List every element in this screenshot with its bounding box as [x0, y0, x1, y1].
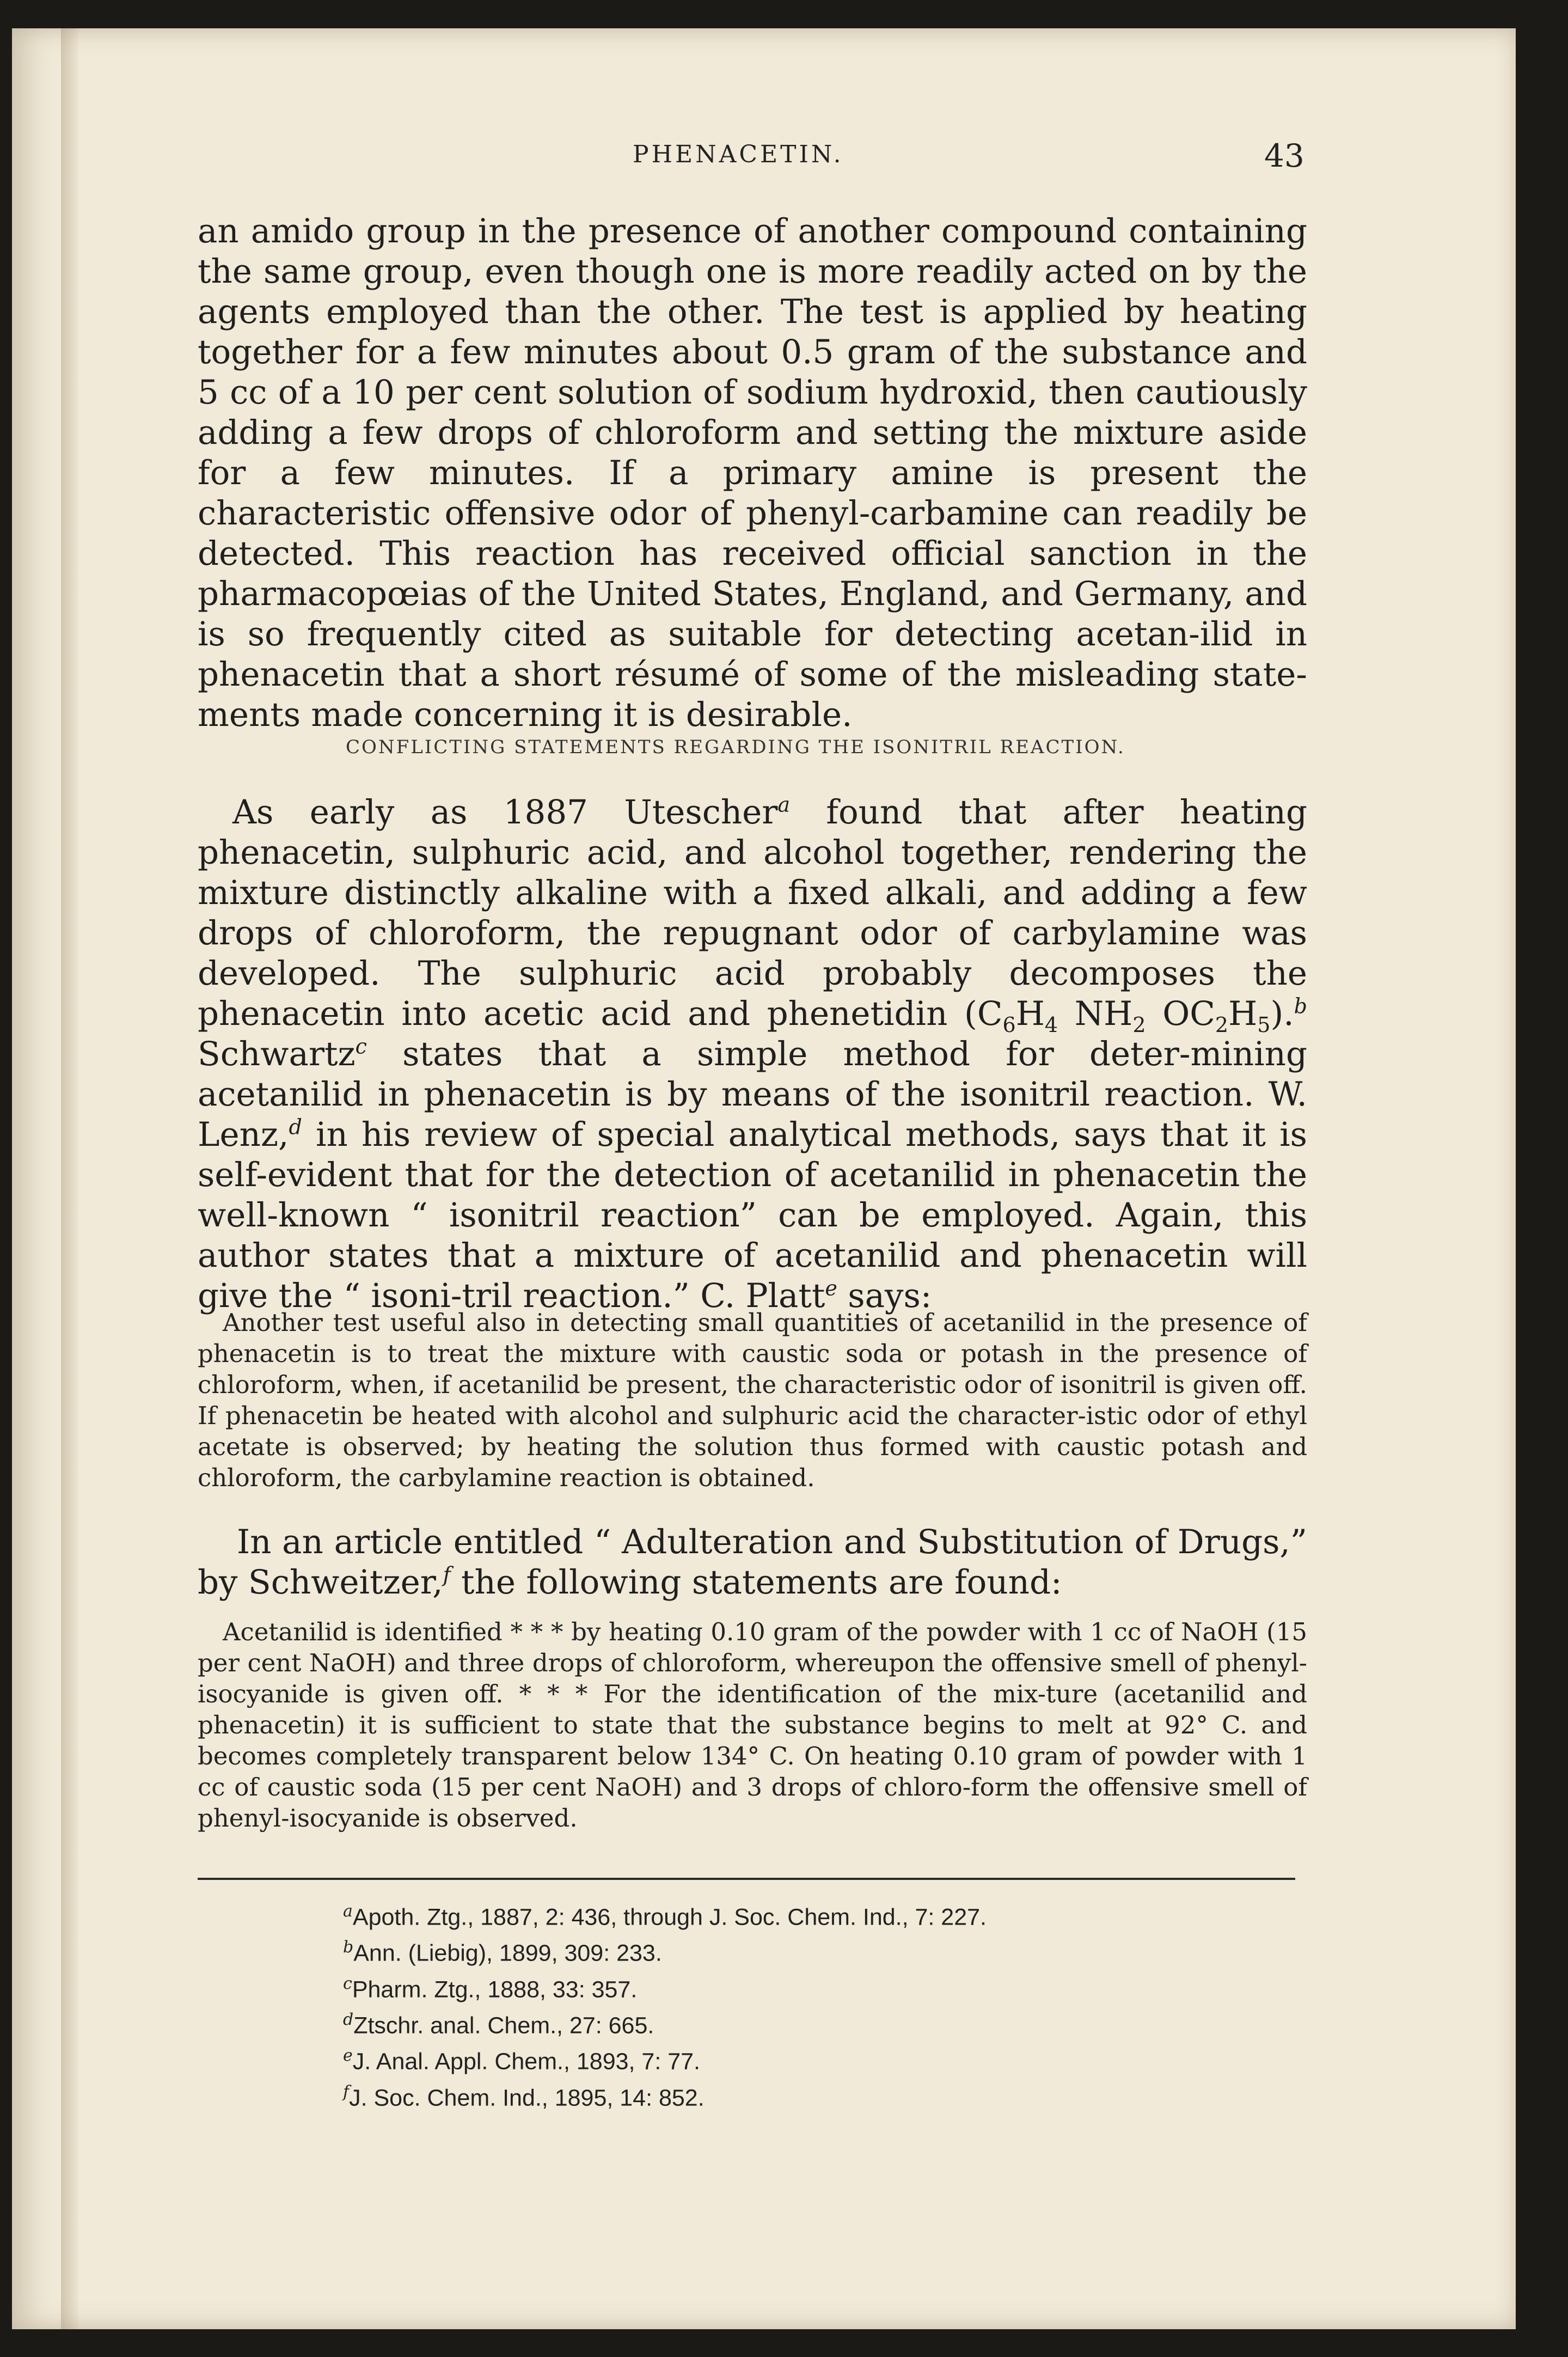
footnote-ref-c: c	[355, 1034, 367, 1059]
section-heading: CONFLICTING STATEMENTS REGARDING THE ISONITRIL REACTION.	[346, 736, 1125, 758]
footnote: $^c$Pharm. Ztg., 1888, 33: 357.	[343, 1974, 638, 2002]
running-title: PHENACETIN.	[633, 141, 844, 168]
paragraph-3: In an article entitled “ Adulteration and Substitution of Drugs,” by Schweitzer,$^f$ the following statements are found:	[198, 1523, 1307, 1602]
page-gutter-shadow	[61, 28, 78, 2329]
block-quote-schweitzer: Acetanilid is identified * * * by heating 0.10 gram of the powder with 1 cc of NaOH (15 per cent NaOH) and three drops of chloroform, whereupon the offensive smell of phenyl-isocyanide is given off. * * * For the identification of the mix-ture (acetanilid and phenacetin) it is sufficient to state that the substance begins to melt at 92° C. and becomes completely transparent below 134° C. On heating 0.10 gram of powder with 1 cc of caustic soda (15 per cent NaOH) and 3 drops of chloro-form the offensive smell of phenyl-isocyanide is observed.	[198, 1617, 1307, 1833]
paragraph-2: As early as 1887 Utescher$^a$ found that after heating phenacetin, sulphuric acid, and alcohol together, rendering the mixture distinctly alkaline with a fixed alkali, and adding a few drops of chloroform, the repugnant odor of carbylamine was developed. The sulphuric acid probably decomposes the phenacetin into acetic acid and phenetidin ($C_6H_4$ $NH_2$ $OC_2H_5).^b$ Schwartz$^c$ states that a simple method for deter-mining acetanilid in phenacetin is by means of the isonitril reaction. W. Lenz,$^d$ in his review of special analytical methods, says that it is self-evident that for the detection of acetanilid in phenacetin the well-known “ isonitril reaction” can be employed. Again, this author states that a mixture of acetanilid and phenacetin will give the “ isoni-tril reaction.” C. Platt$^e$ says:	[198, 792, 1307, 1315]
block-quote-platt: Another test useful also in detecting small quantities of acetanilid in the presence of phenacetin is to treat the mixture with caustic soda or potash in the presence of chloroform, when, if acetanilid be present, the characteristic odor of isonitril is given off. If phenacetin be heated with alcohol and sulphuric acid the character-istic odor of ethyl acetate is observed; by heating the solution thus formed with caustic potash and chloroform, the carbylamine reaction is obtained.	[198, 1308, 1307, 1492]
footnote: $^f$J. Soc. Chem. Ind., 1895, 14: 852.	[343, 2082, 705, 2111]
page-number: 43	[1264, 137, 1304, 174]
footnote-ref-f: f	[443, 1562, 451, 1587]
paragraph-1: an amido group in the presence of another compound containing the same group, even though one is more readily acted on by the agents employed than the other. The test is applied by heating together for a few minutes about 0.5 gram of the substance and 5 cc of a 10 per cent solution of sodium hydroxid, then cautiously adding a few drops of chloroform and setting the mixture aside for a few minutes. If a primary amine is present the characteristic offensive odor of phenyl-carbamine can readily be detected. This reaction has received official sanction in the pharmacopœias of the United States, England, and Germany, and is so frequently cited as suitable for detecting acetan-ilid in phenacetin that a short résumé of some of the misleading state-ments made concerning it is desirable.	[198, 212, 1307, 734]
footnote-ref-d: d	[289, 1115, 302, 1139]
footnote: $^d$Ztschr. anal. Chem., 27: 665.	[343, 2010, 654, 2039]
footnotes	[343, 1896, 987, 2113]
footnote-ref-b: b	[1294, 994, 1307, 1018]
footnote: $^a$Apoth. Ztg., 1887, 2: 436, through J. Soc. Chem. Ind., 7: 227.	[343, 1902, 987, 1931]
footnote-ref-a: a	[777, 792, 791, 817]
footnote-ref-e: e	[825, 1276, 837, 1300]
footnote-divider	[198, 1878, 1295, 1880]
footnote: $^e$J. Anal. Appl. Chem., 1893, 7: 77.	[343, 2046, 701, 2075]
footnote: $^b$Ann. (Liebig), 1899, 309: 233.	[343, 1938, 662, 1967]
